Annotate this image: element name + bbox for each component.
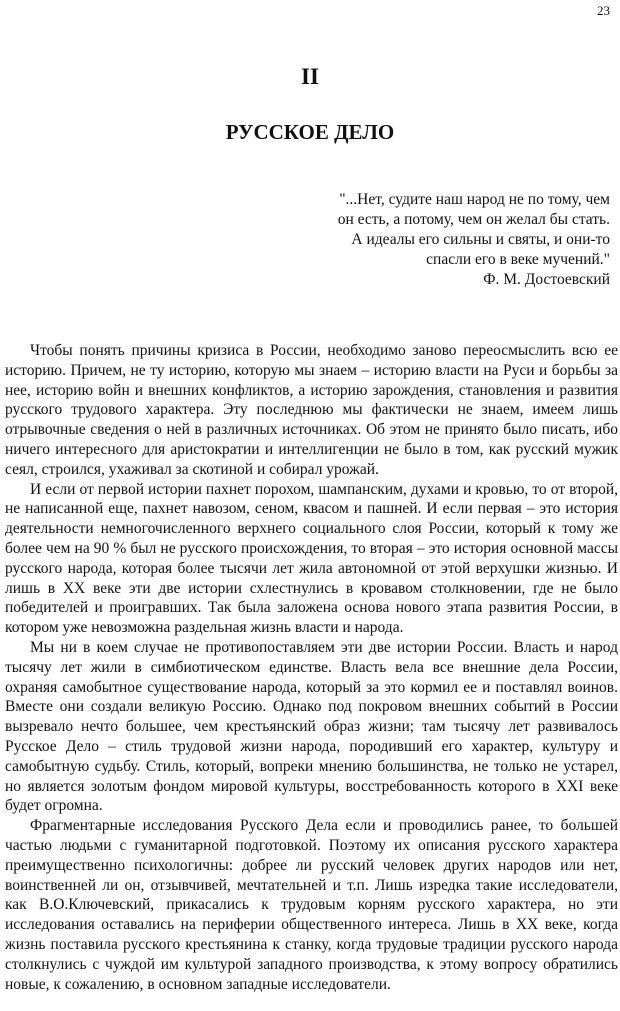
- epigraph-author: Ф. М. Достоевский: [483, 271, 610, 288]
- epigraph-line: А идеалы его сильны и святы, и они-то: [351, 231, 610, 248]
- paragraph: Чтобы понять причины кризиса в России, необходимо заново переосмыслить всю ее историю. Причем, не ту историю, которую мы знаем – историю власти на Руси и борьбы за нее, историю войн и внешних конфликтов, а историю зарождения, становления и развития русского трудового характера. Эту последнюю мы фактически не знаем, имеем лишь отрывочные сведения о ней в различных источниках. Об этом не принято было писать, ибо ничего интересного для аристократии и интеллигенции не было в том, как русский мужик сеял, строился, ухаживал за скотиной и собирал урожай.: [5, 342, 618, 478]
- epigraph: [250, 190, 610, 290]
- epigraph-line: спасли его в веке мучений.": [426, 251, 610, 268]
- paragraph: И если от первой истории пахнет порохом, шампанским, духами и кровью, то от второй, не написанной еще, пахнет навозом, сеном, квасом и пашней. И если первая – это история деятельности немногочисленного верхнего социального слоя России, который к тому же более чем на 90 % был не русского происхождения, то вторая – это история основной массы русского народа, которая более тысячи лет жила автономной от этой верхушки жизнью. И лишь в XX веке эти две истории схлестнулись в кровавом столкновении, где не было победителей и проигравших. Так была заложена основа нового этапа развития России, в котором уже невозможна раздельная жизнь власти и народа.: [5, 480, 618, 637]
- epigraph-line: он есть, а потому, чем он желал бы стать.: [337, 211, 610, 228]
- chapter-title: РУССКОЕ ДЕЛО: [225, 120, 395, 144]
- paragraph: Фрагментарные исследования Русского Дела если и проводились ранее, то большей частью людьми с гуманитарной подготовкой. Поэтому их описания русского характера преимущественно психологичны: добрее ли русский человек других народов или нет, воинственней ли он, отзывчивей, мечтательней и т.п. Лишь изредка такие исследователи, как В.О.Ключевский, прикасались к трудовым корням русского характера, но эти исследования оставались на периферии общественного интереса. Лишь в XX веке, когда жизнь поставила русского крестьянина к станку, когда трудовые традиции русского народа столкнулись с чуждой им культурой западного производства, к этому вопросу обратились новые, к сожалению, в основном западные исследователи.: [5, 817, 618, 993]
- page-number: 23: [597, 3, 610, 18]
- body-text: [5, 341, 618, 994]
- epigraph-line: "...Нет, судите наш народ не по тому, чем: [339, 191, 610, 208]
- part-number: II: [301, 64, 319, 89]
- paragraph: Мы ни в коем случае не противопоставляем эти две истории России. Власть и народ тысячу лет жили в симбиотическом единстве. Власть вела все внешние дела России, охраняя самобытное существование народа, который за это кормил ее и поставлял воинов. Вместе они создали великую Россию. Однако под покровом внешних событий в России вызревало нечто большее, чем крестьянский образ жизни; там тысячу лет развивалось Русское Дело – стиль трудовой жизни народа, породивший его характер, культуру и самобытную судьбу. Стиль, который, вопреки мнению большинства, не только не устарел, но является золотым фондом мировой культуры, восстребованность которого в XXI веке будет огромна.: [5, 638, 618, 815]
